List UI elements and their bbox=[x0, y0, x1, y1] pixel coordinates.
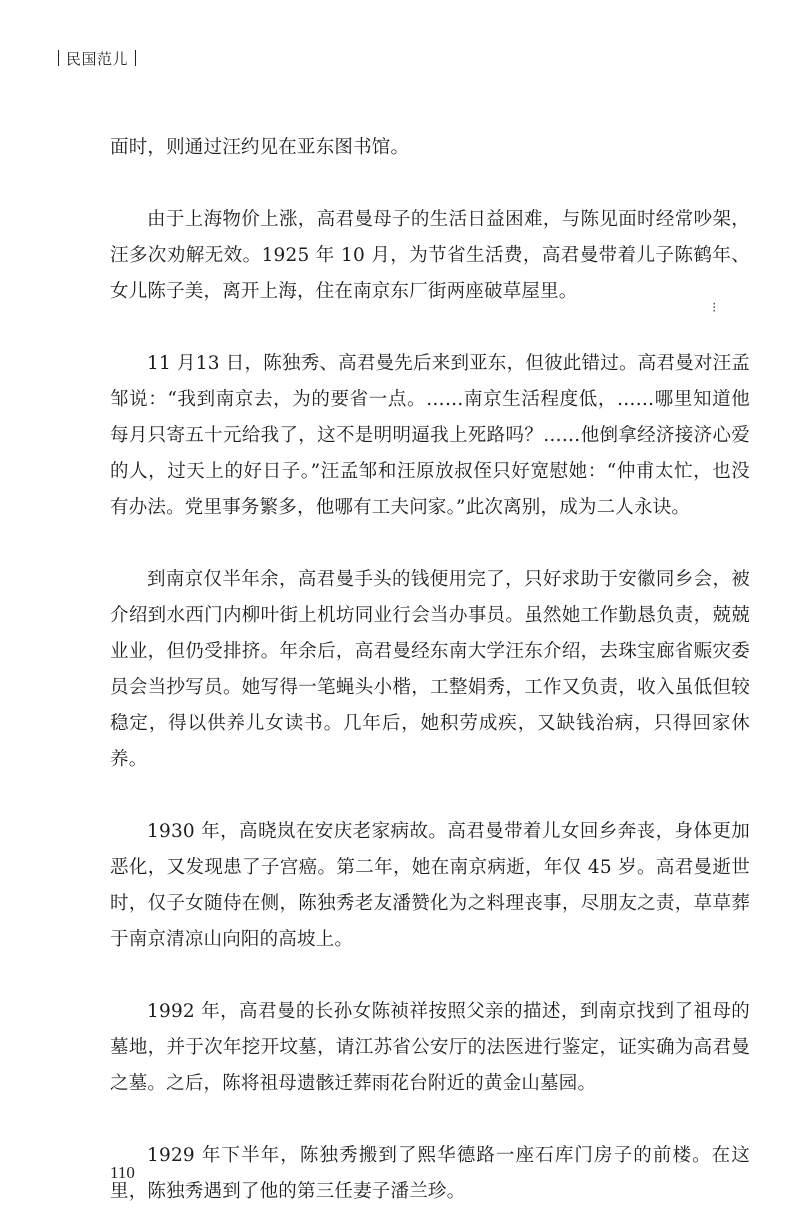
scan-speck: ⁝ bbox=[712, 300, 717, 316]
paragraph: 1992 年，高君曼的长孙女陈祯祥按照父亲的描述，到南京找到了祖母的墓地，并于次年挖开坟墓，请江苏省公安厅的法医进行鉴定，证实确为高君曼之墓。之后，陈将祖母遗骸迁葬雨花台附近的黄金山墓园。 bbox=[110, 1001, 750, 1094]
header-right-rule bbox=[135, 50, 136, 66]
running-header bbox=[58, 46, 136, 70]
paragraph: 到南京仅半年余，高君曼手头的钱便用完了，只好求助于安徽同乡会，被介绍到水西门内柳叶街上机坊同业行会当办事员。虽然她工作勤恳负责，兢兢业业，但仍受排挤。年余后，高君曼经东南大学汪东介绍，去珠宝廊省赈灾委员会当抄写员。她写得一笔蝇头小楷，工整娟秀，工作又负责，收入虽低但较稳定，得以供养儿女读书。几年后，她积劳成疾，又缺钱治病，只得回家休养。 bbox=[110, 569, 750, 770]
book-title: 民国范儿 bbox=[66, 49, 129, 68]
paragraph: 1929 年下半年，陈独秀搬到了熙华德路一座石库门房子的前楼。在这里，陈独秀遇到了他的第三任妻子潘兰珍。 bbox=[110, 1145, 750, 1202]
paragraph-continued: 面时，则通过汪约见在亚东图书馆。 bbox=[110, 137, 410, 158]
page-number: 110 bbox=[110, 1163, 135, 1182]
paragraph: 1930 年，高晓岚在安庆老家病故。高君曼带着儿女回乡奔丧，身体更加恶化，又发现患了子宫癌。第二年，她在南京病逝，年仅 45 岁。高君曼逝世时，仅子女随侍在侧，陈独秀老友潘赞化为之料理丧事，尽朋友之责，草草葬于南京清凉山向阳的高坡上。 bbox=[110, 821, 750, 950]
paragraph: 11 月13 日，陈独秀、高君曼先后来到亚东，但彼此错过。高君曼对汪孟邹说：“我到南京去，为的要省一点。……南京生活程度低，……哪里知道他每月只寄五十元给我了，这不是明明逼我上死路吗？……他倒拿经济接济心爱的人，过天上的好日子。”汪孟邹和汪原放叔侄只好宽慰她：“仲甫太忙，也没有办法。党里事务繁多，他哪有工夫问家。”此次离别，成为二人永诀。 bbox=[110, 353, 750, 518]
paragraph: 由于上海物价上涨，高君曼母子的生活日益困难，与陈见面时经常吵架，汪多次劝解无效。1925 年 10 月，为节省生活费，高君曼带着儿子陈鹤年、女儿陈子美，离开上海，住在南京东厂街两座破草屋里。 bbox=[110, 209, 750, 302]
page-body bbox=[110, 130, 750, 1210]
